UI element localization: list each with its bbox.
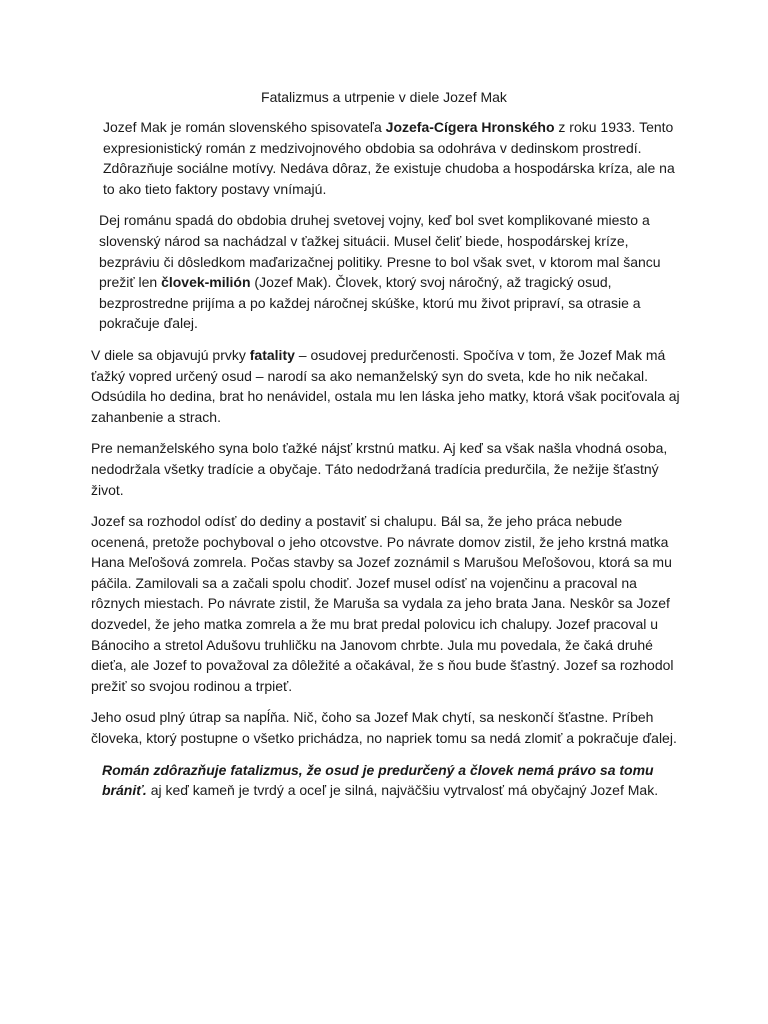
document-title: Fatalizmus a utrpenie v diele Jozef Mak <box>261 89 507 105</box>
paragraph-1 <box>91 117 681 199</box>
term-clovek-milion: človek-milión <box>161 274 251 291</box>
paragraph-3 <box>91 345 681 427</box>
paragraph-2-text-a: Dej románu spadá do obdobia druhej svetovej vojny, keď bol svet komplikované miesto a slovenský národ sa nachádzal v ťažkej situácii. Musel čeliť biede, hospodárskej kríze, bezpráviu či dôsledkom maďarizačnej politiky. Presne to bol však svet, v ktorom mal šancu prežiť len <box>99 212 661 291</box>
paragraph-2 <box>91 210 681 334</box>
paragraph-7 <box>91 760 681 801</box>
paragraph-5: Jozef sa rozhodol odísť do dediny a postaviť si chalupu. Bál sa, že jeho práca nebude ocenená, pretože pochyboval o jeho otcovstve. Po návrate domov zistil, že jeho krstná matka Hana Meľošová zomrela. Počas stavby sa Jozef zoznámil s Marušou Meľošovou, ktorá sa mu páčila. Zamilovali sa a začali spolu chodiť. Jozef musel odísť na vojenčinu a pracoval na rôznych miestach. Po návrate zistil, že Maruša sa vydala za jeho brata Jana. Neskôr sa Jozef dozvedel, že jeho matka zomrela a že mu brat predal polovicu ich chalupy. Jozef pracoval u Bánociho a stretol Adušovu truhličku na Janovom chrbte. Jula mu povedala, že čaká druhé dieťa, ale Jozef to považoval za dôležité a očakával, že s ňou bude šťastný. Jozef sa rozhodol prežiť so svojou rodinou a trpieť. <box>91 513 674 694</box>
author-name: Jozefa-Cígera Hronského <box>385 119 555 135</box>
paragraph-1-text-c: z roku 1933. Tento expresionistický román z medzivojnového obdobia sa odohráva v dedinskom prostredí. Zdôrazňuje sociálne motívy. Nedáva dôraz, že existuje chudoba a hospodárska kríza, ale na to ako tieto faktory postavy vnímajú. <box>103 119 675 197</box>
paragraph-2-text-c: (Jozef Mak). Človek, ktorý svoj náročný, až tragický osud, bezprostredne prijíma a po každej náročnej skúške, ktorú mu život pripraví, sa otrasie a pokračuje ďalej. <box>99 274 641 332</box>
paragraph-7-text-b: aj keď kameň je tvrdý a oceľ je silná, najväčšiu vytrvalosť má obyčajný Jozef Mak. <box>146 782 659 799</box>
document-body <box>91 117 681 812</box>
term-fatality: fatality <box>249 346 295 363</box>
conclusion-emphasis: Román zdôrazňuje fatalizmus, že osud je predurčený a človek nemá právo sa tomu brániť. <box>102 761 654 799</box>
paragraph-3-text-a: V diele sa objavujú prvky <box>91 346 250 363</box>
paragraph-1-text-a: Jozef Mak je román slovenského spisovateľa <box>103 119 386 135</box>
paragraph-6: Jeho osud plný útrap sa napĺňa. Nič, čoho sa Jozef Mak chytí, sa neskončí šťastne. Príbeh človeka, ktorý postupne o všetko prichádza, no napriek tomu sa nedá zlomiť a pokračuje ďalej. <box>91 709 677 747</box>
paragraph-3-text-c: – osudovej predurčenosti. Spočíva v tom, že Jozef Mak má ťažký vopred určený osud – narodí sa ako nemanželský syn do sveta, kde ho nik nečakal. Odsúdila ho dedina, brat ho nenávidel, ostala mu len láska jeho matky, ktorá však pociťovala aj zahanbenie a strach. <box>91 346 680 425</box>
paragraph-4: Pre nemanželského syna bolo ťažké nájsť krstnú matku. Aj keď sa však našla vhodná osoba, nedodržala všetky tradície a obyčaje. Táto nedodržaná tradícia predurčila, že nežije šťastný život. <box>91 440 668 498</box>
